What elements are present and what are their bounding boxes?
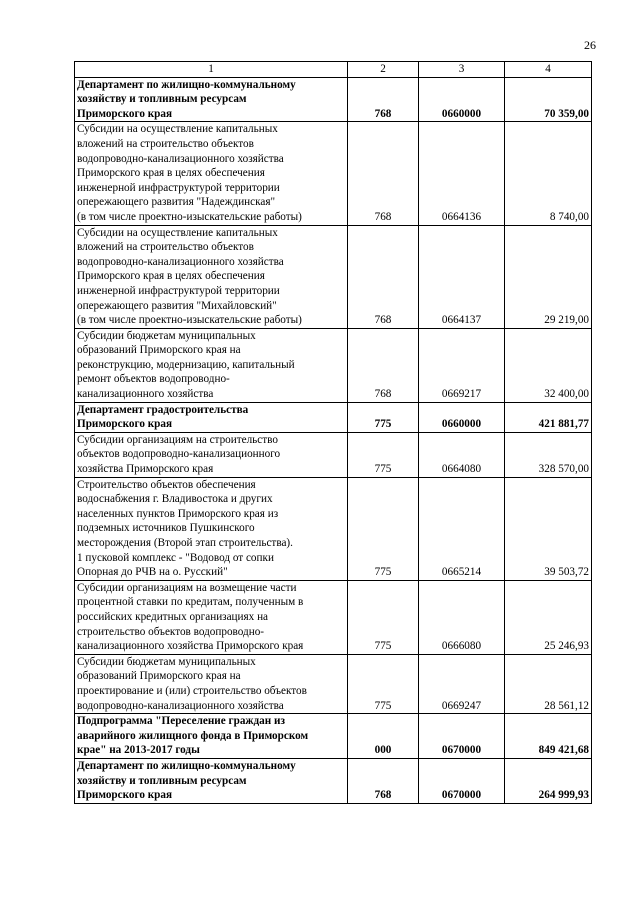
budget-table bbox=[74, 61, 592, 804]
row-target-code-cell: 0670000 bbox=[419, 758, 505, 803]
table-row bbox=[75, 402, 592, 432]
table-row bbox=[75, 758, 592, 803]
page-number: 26 bbox=[584, 38, 596, 52]
row-amount-cell: 28 561,12 bbox=[505, 654, 592, 713]
row-amount-cell: 849 421,68 bbox=[505, 714, 592, 759]
row-amount-cell: 32 400,00 bbox=[505, 328, 592, 402]
row-ministry-code-cell: 768 bbox=[348, 758, 419, 803]
row-target-code-cell: 0664080 bbox=[419, 432, 505, 477]
row-name-cell: Строительство объектов обеспечения водоснабжения г. Владивостока и других населенных пунктов Приморского края из подземных источников Пушкинского месторождения (Второй этап строительства). 1 пусковой комплекс - "Водовод от сопки Опорная до РЧВ на о. Русский" bbox=[75, 477, 348, 580]
row-amount-cell: 29 219,00 bbox=[505, 225, 592, 328]
header-col-1: 1 bbox=[75, 62, 348, 78]
row-ministry-code-cell: 775 bbox=[348, 477, 419, 580]
row-ministry-code-cell: 775 bbox=[348, 432, 419, 477]
table-row bbox=[75, 477, 592, 580]
row-target-code-cell: 0664136 bbox=[419, 122, 505, 225]
table-row bbox=[75, 654, 592, 713]
table-row bbox=[75, 122, 592, 225]
row-amount-cell: 70 359,00 bbox=[505, 77, 592, 122]
row-target-code-cell: 0664137 bbox=[419, 225, 505, 328]
row-amount-cell: 8 740,00 bbox=[505, 122, 592, 225]
row-ministry-code-cell: 775 bbox=[348, 580, 419, 654]
row-amount-cell: 25 246,93 bbox=[505, 580, 592, 654]
row-amount-cell: 328 570,00 bbox=[505, 432, 592, 477]
row-target-code-cell: 0660000 bbox=[419, 77, 505, 122]
table-row bbox=[75, 77, 592, 122]
row-amount-cell: 264 999,93 bbox=[505, 758, 592, 803]
header-col-3: 3 bbox=[419, 62, 505, 78]
table-row bbox=[75, 580, 592, 654]
table-row bbox=[75, 328, 592, 402]
row-name-cell: Субсидии на осуществление капитальных вложений на строительство объектов водопроводно-канализационного хозяйства Приморского края в целях обеспечения инженерной инфраструктурой территории опережающего развития "Надеждинская" (в том числе проектно-изыскательские работы) bbox=[75, 122, 348, 225]
row-target-code-cell: 0660000 bbox=[419, 402, 505, 432]
row-target-code-cell: 0665214 bbox=[419, 477, 505, 580]
row-name-cell: Субсидии на осуществление капитальных вложений на строительство объектов водопроводно-канализационного хозяйства Приморского края в целях обеспечения инженерной инфраструктурой территории опережающего развития "Михайловский" (в том числе проектно-изыскательские работы) bbox=[75, 225, 348, 328]
row-name-cell: Департамент по жилищно-коммунальному хозяйству и топливным ресурсам Приморского края bbox=[75, 758, 348, 803]
row-name-cell: Субсидии организациям на строительство объектов водопроводно-канализационного хозяйства Приморского края bbox=[75, 432, 348, 477]
row-target-code-cell: 0669217 bbox=[419, 328, 505, 402]
row-name-cell: Субсидии бюджетам муниципальных образований Приморского края на проектирование и (или) строительство объектов водопроводно-канализационного хозяйства bbox=[75, 654, 348, 713]
table-row bbox=[75, 432, 592, 477]
header-col-2: 2 bbox=[348, 62, 419, 78]
row-ministry-code-cell: 000 bbox=[348, 714, 419, 759]
row-name-cell: Субсидии бюджетам муниципальных образований Приморского края на реконструкцию, модернизацию, капитальный ремонт объектов водопроводно- канализационного хозяйства bbox=[75, 328, 348, 402]
row-name-cell: Департамент по жилищно-коммунальному хозяйству и топливным ресурсам Приморского края bbox=[75, 77, 348, 122]
table-header-row bbox=[75, 62, 592, 78]
row-name-cell: Департамент градостроительства Приморского края bbox=[75, 402, 348, 432]
row-ministry-code-cell: 768 bbox=[348, 122, 419, 225]
row-ministry-code-cell: 768 bbox=[348, 77, 419, 122]
table-row bbox=[75, 714, 592, 759]
row-target-code-cell: 0666080 bbox=[419, 580, 505, 654]
header-col-4: 4 bbox=[505, 62, 592, 78]
row-ministry-code-cell: 775 bbox=[348, 402, 419, 432]
row-ministry-code-cell: 768 bbox=[348, 328, 419, 402]
row-name-cell: Подпрограмма "Переселение граждан из аварийного жилищного фонда в Приморском крае" на 2013-2017 годы bbox=[75, 714, 348, 759]
row-amount-cell: 39 503,72 bbox=[505, 477, 592, 580]
row-target-code-cell: 0669247 bbox=[419, 654, 505, 713]
row-amount-cell: 421 881,77 bbox=[505, 402, 592, 432]
row-target-code-cell: 0670000 bbox=[419, 714, 505, 759]
row-ministry-code-cell: 775 bbox=[348, 654, 419, 713]
table-row bbox=[75, 225, 592, 328]
row-ministry-code-cell: 768 bbox=[348, 225, 419, 328]
row-name-cell: Субсидии организациям на возмещение части процентной ставки по кредитам, полученным в российских кредитных организациях на строительство объектов водопроводно- канализационного хозяйства Приморского края bbox=[75, 580, 348, 654]
